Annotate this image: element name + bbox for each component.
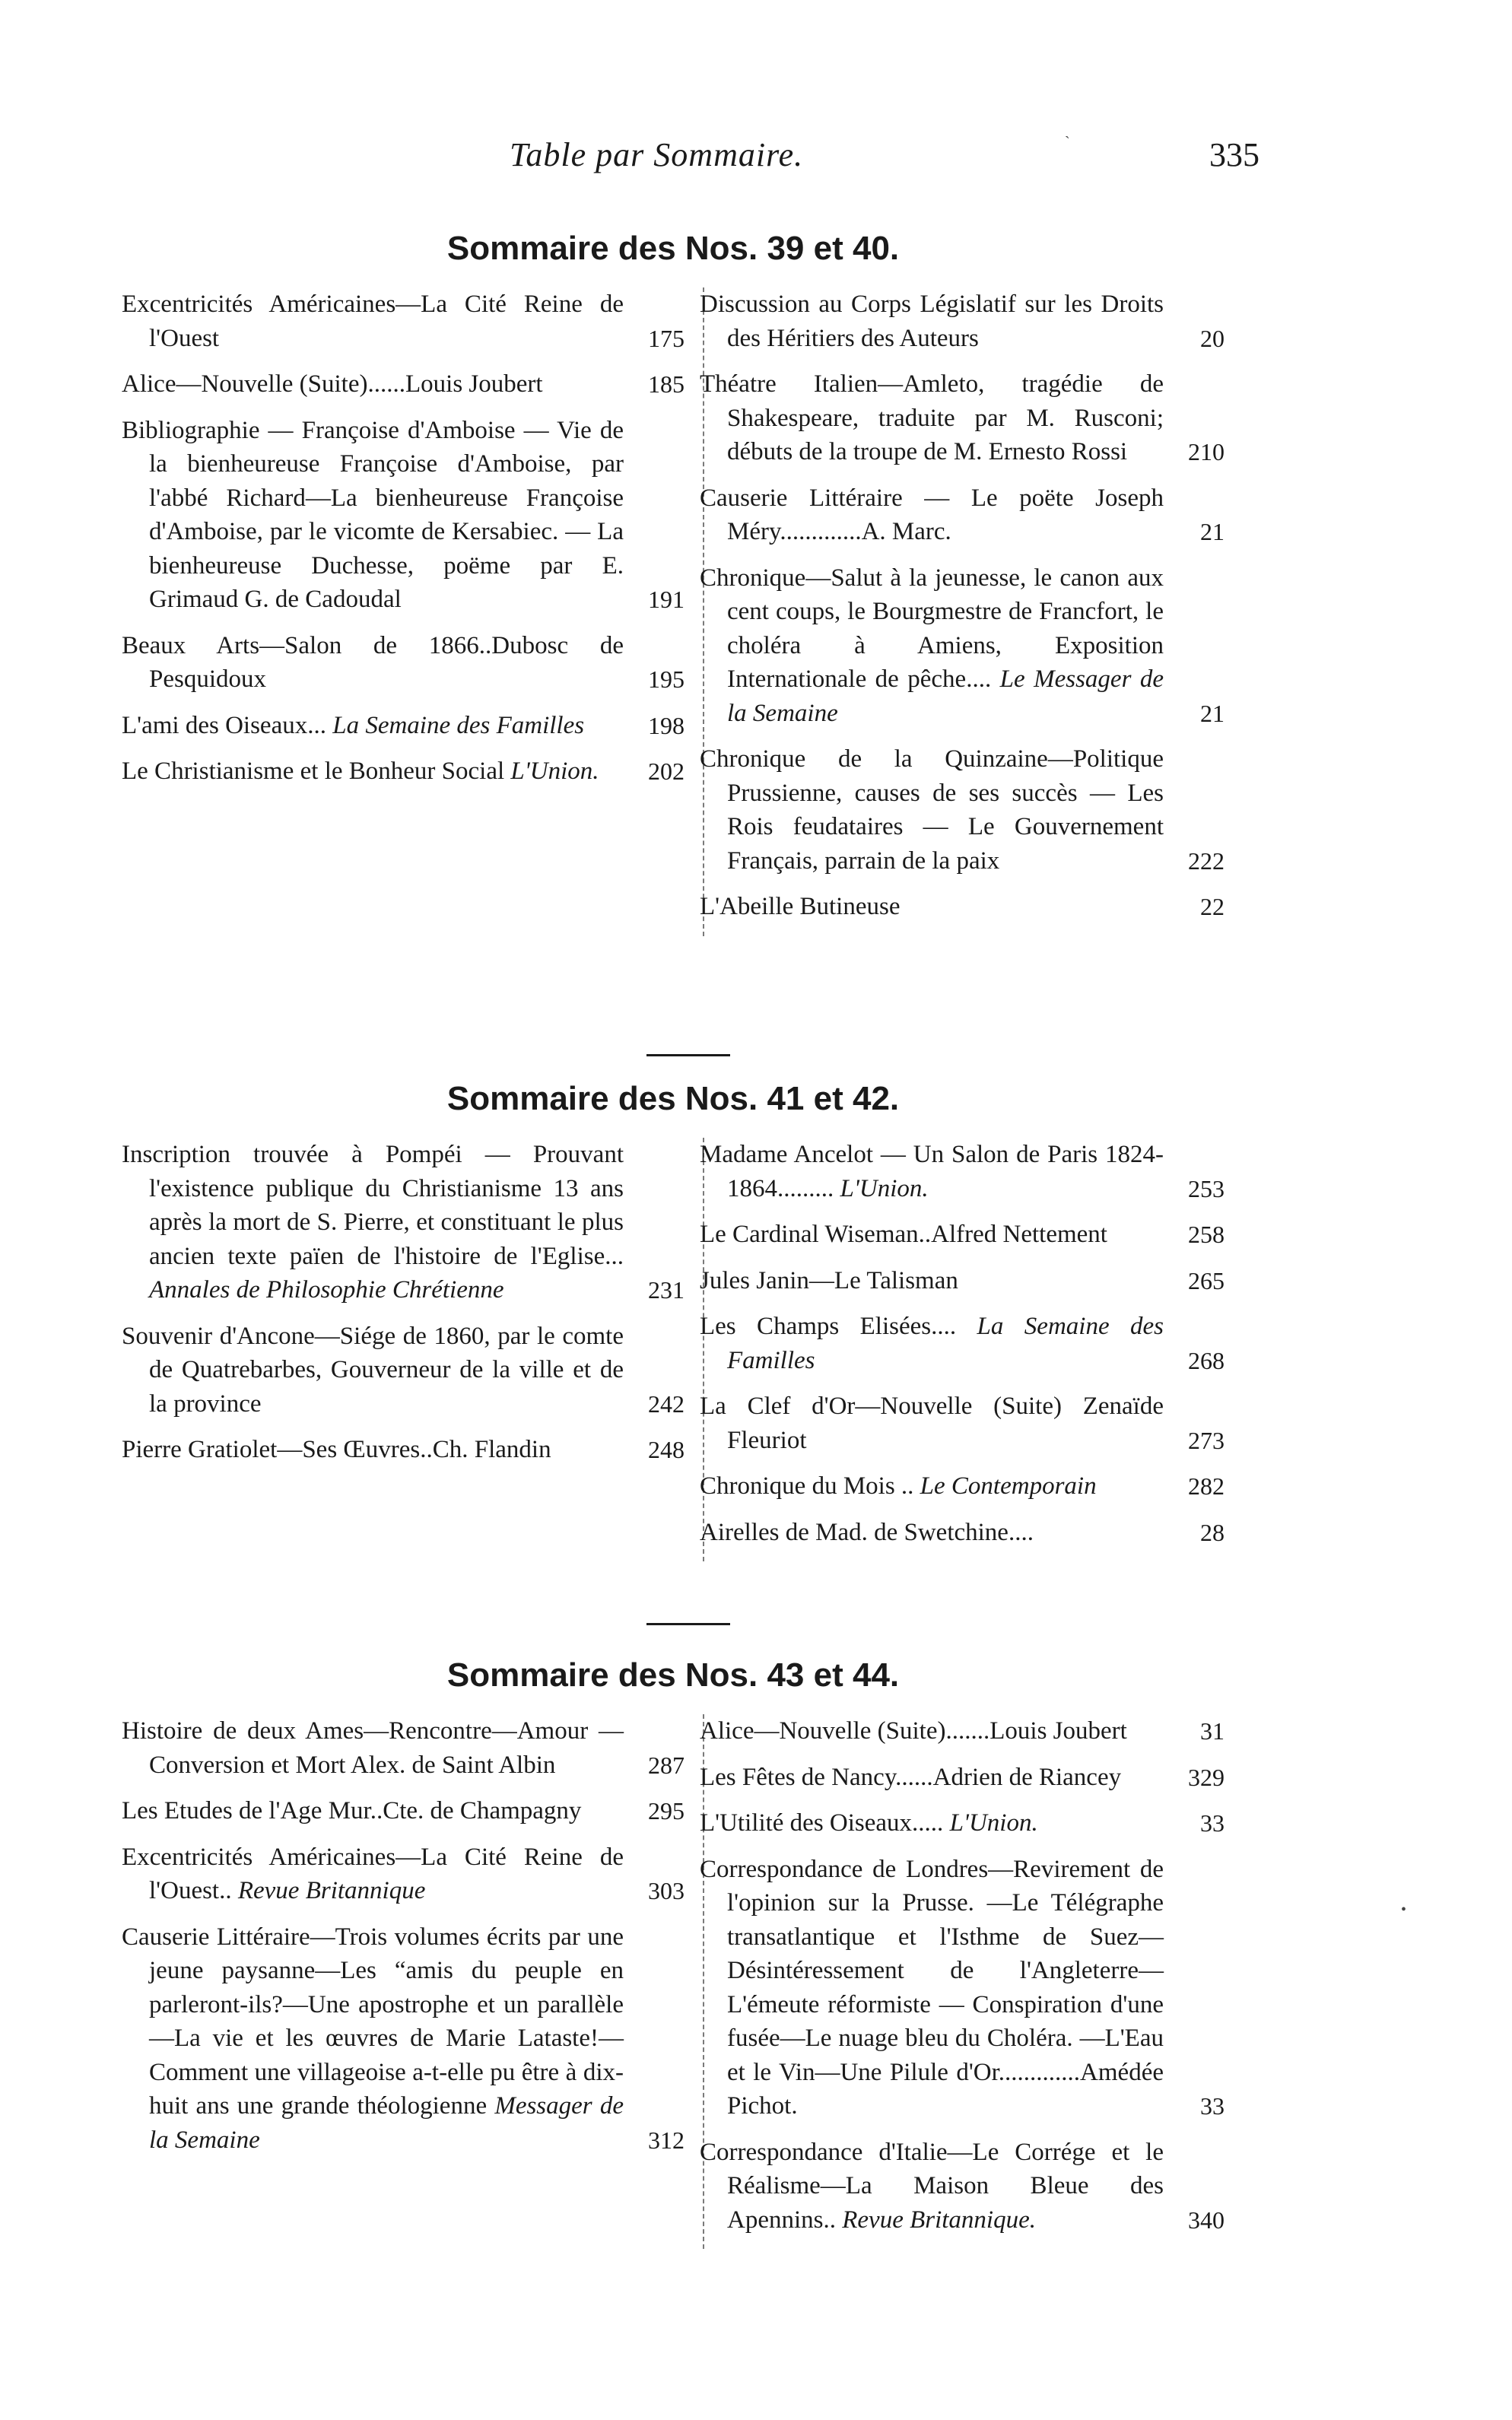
section-separator (646, 1623, 730, 1625)
toc-entry (122, 287, 685, 355)
entry-title: Bibliographie — Françoise d'Amboise — Vie de la bienheureuse Françoise d'Amboise, par l'abbé Richard—La bienheureuse Françoise d'Amboise, par le vicomte de Kersabiec. — La bienheureuse Duchesse, poëme par E. Grimaud G. de Cadoudal (122, 416, 624, 613)
entry-title: Les Champs Elisées.... (700, 1313, 957, 1340)
entry-title: Alice—Nouvelle (Suite)......Louis Joubert (122, 370, 543, 398)
entry-title: Excentricités Américaines—La Cité Reine de l'Ouest.. (122, 1843, 624, 1904)
toc-entry (122, 709, 685, 743)
entry-title: Le Christianisme et le Bonheur Social (122, 757, 505, 785)
toc-entry (122, 629, 685, 697)
toc-entry (700, 1389, 1225, 1457)
entry-source: Revue Britannique (237, 1877, 426, 1904)
entry-title: Correspondance de Londres—Revirement de l'opinion sur la Prusse. —Le Télégraphe transatlantique et l'Isthme de Suez—Désintéressement de l'Angleterre—L'émeute réformiste — Conspiration d'une fusée—Le nuage bleu du Choléra. —L'Eau et le Vin—Une Pilule d'Or.............Amédée Pichot. (700, 1855, 1164, 2120)
column-left (122, 1714, 685, 2249)
entry-title: La Clef d'Or—Nouvelle (Suite) Zenaïde Fleuriot (700, 1393, 1164, 1454)
section-heading: Sommaire des Nos. 43 et 44. (446, 1656, 900, 1694)
entry-title: Histoire de deux Ames—Rencontre—Amour — Conversion et Mort Alex. de Saint Albin (122, 1717, 624, 1779)
entry-page-number: 222 (1188, 846, 1225, 875)
entry-title: Causerie Littéraire—Trois volumes écrits par une jeune paysanne—Les “amis du peuple en parleront-ils?—Une apostrophe et un parallèle—La vie et les œuvres de Marie Lataste!— Comment une villageoise a-t-elle pu être à dix-huit ans une grande théologienne (122, 1923, 624, 2120)
page-number: 335 (1209, 136, 1259, 173)
section-heading: Sommaire des Nos. 39 et 40. (446, 230, 900, 267)
entry-title: Souvenir d'Ancone—Siége de 1860, par le comte de Quatrebarbes, Gouverneur de la ville et de la province (122, 1322, 624, 1418)
entry-page-number: 253 (1188, 1174, 1225, 1202)
toc-entry (122, 1138, 685, 1307)
entry-source: Messager de la Semaine (149, 2092, 624, 2154)
entry-page-number: 195 (648, 665, 685, 693)
entry-page-number: 185 (648, 370, 685, 398)
toc-entry (700, 481, 1225, 549)
toc-entry (700, 1853, 1225, 2123)
entry-page-number: 242 (648, 1389, 685, 1418)
toc-entry (700, 890, 1225, 924)
entry-source: Le Messager de la Semaine (727, 665, 1164, 727)
entry-title: Le Cardinal Wiseman..Alfred Nettement (700, 1221, 1107, 1248)
toc-entry (122, 754, 685, 789)
entry-page-number: 282 (1188, 1472, 1225, 1500)
entry-page-number: 21 (1200, 699, 1225, 727)
entry-source: La Semaine des Familles (332, 711, 585, 739)
entry-page-number: 175 (648, 324, 685, 352)
entry-page-number: 273 (1188, 1426, 1225, 1454)
toc-entry (700, 1469, 1225, 1504)
toc-entry (122, 1714, 685, 1782)
toc-entry (122, 1840, 685, 1908)
toc-entry (700, 2136, 1225, 2237)
section-separator (646, 1054, 730, 1056)
entry-page-number: 191 (648, 586, 685, 613)
column-right (700, 1138, 1225, 1561)
entry-title: Alice—Nouvelle (Suite).......Louis Joubert (700, 1717, 1127, 1745)
toc-entry (700, 1138, 1225, 1205)
entry-title: L'ami des Oiseaux... (122, 711, 326, 739)
entry-title: Pierre Gratiolet—Ses Œuvres..Ch. Flandin (122, 1436, 551, 1463)
section (122, 222, 1225, 936)
toc-entry (122, 1794, 685, 1828)
entry-title: Les Etudes de l'Age Mur..Cte. de Champagny (122, 1797, 582, 1825)
entry-title: Correspondance d'Italie—Le Corrége et le Réalisme—La Maison Bleue des Apennins.. (700, 2138, 1164, 2234)
entry-page-number: 329 (1188, 1763, 1225, 1791)
entry-source: L'Union. (510, 757, 599, 785)
entry-title: Excentricités Américaines—La Cité Reine de l'Ouest (122, 291, 624, 352)
entry-title: Madame Ancelot — Un Salon de Paris 1824-1864......... (700, 1141, 1164, 1202)
toc-entry (700, 1218, 1225, 1252)
two-column-list (122, 1714, 1225, 2249)
entry-page-number: 295 (648, 1797, 685, 1825)
entry-page-number: 28 (1200, 1518, 1225, 1546)
toc-entry (700, 287, 1225, 355)
entry-title: Causerie Littéraire — Le poëte Joseph Méry.............A. Marc. (700, 484, 1164, 545)
toc-entry (122, 1320, 685, 1421)
entry-title: Jules Janin—Le Talisman (700, 1266, 958, 1294)
entry-title: Chronique de la Quinzaine—Politique Prussienne, causes de ses succès — Les Rois feudataires — Le Gouvernement Français, parrain de la paix (700, 745, 1164, 875)
entry-title: Chronique—Salut à la jeunesse, le canon aux cent coups, le Bourgmestre de Francfort, le choléra à Amiens, Exposition Internationale de pêche.... (700, 564, 1164, 693)
entry-title: Airelles de Mad. de Swetchine.... (700, 1518, 1034, 1546)
running-title: Table par Sommaire. (510, 136, 804, 173)
section (122, 1649, 1225, 2249)
entry-title: Théatre Italien—Amleto, tragédie de Shakespeare, traduite par M. Rusconi; débuts de la troupe de M. Ernesto Rossi (700, 370, 1164, 465)
entry-page-number: 312 (648, 2126, 685, 2154)
toc-entry (700, 742, 1225, 878)
section-heading: Sommaire des Nos. 41 et 42. (446, 1080, 900, 1117)
entry-page-number: 340 (1188, 2206, 1225, 2234)
entry-page-number: 20 (1200, 324, 1225, 352)
entry-page-number: 248 (648, 1436, 685, 1463)
entry-page-number: 198 (648, 711, 685, 739)
column-left (122, 1138, 685, 1561)
entry-source: L'Union. (840, 1174, 929, 1202)
toc-entry (700, 1714, 1225, 1748)
entry-page-number: 31 (1200, 1717, 1225, 1745)
entry-title: Inscription trouvée à Pompéi — Prouvant l'existence publique du Christianisme 13 ans après la mort de S. Pierre, et constituant le plus ancien texte païen de l'histoire de l'Eglise... (122, 1141, 624, 1270)
toc-entry (122, 367, 685, 402)
toc-entry (700, 1310, 1225, 1377)
toc-entry (700, 1264, 1225, 1298)
entry-page-number: 22 (1200, 893, 1225, 920)
print-speck: • (1401, 1901, 1407, 1918)
toc-entry (122, 1433, 685, 1467)
entry-page-number: 258 (1188, 1221, 1225, 1248)
entry-page-number: 210 (1188, 438, 1225, 465)
entry-page-number: 33 (1200, 1809, 1225, 1837)
entry-source: L'Union. (949, 1809, 1038, 1837)
entry-page-number: 303 (648, 1877, 685, 1904)
entry-title: Les Fêtes de Nancy......Adrien de Riancey (700, 1763, 1122, 1791)
toc-entry (122, 1920, 685, 2158)
entry-title: Chronique du Mois .. (700, 1472, 914, 1500)
entry-title: Discussion au Corps Législatif sur les Droits des Héritiers des Auteurs (700, 291, 1164, 352)
entry-page-number: 268 (1188, 1346, 1225, 1374)
entry-title: L'Abeille Butineuse (700, 893, 901, 920)
entry-page-number: 287 (648, 1751, 685, 1779)
column-right (700, 1714, 1225, 2249)
column-right (700, 287, 1225, 936)
two-column-list (122, 287, 1225, 936)
entry-page-number: 33 (1200, 2092, 1225, 2120)
entry-source: Le Contemporain (920, 1472, 1097, 1500)
entry-page-number: 231 (648, 1276, 685, 1304)
toc-entry (700, 1761, 1225, 1795)
print-speck: ˋ (1065, 134, 1070, 151)
toc-entry (700, 1806, 1225, 1840)
entry-source: Annales de Philosophie Chrétienne (149, 1276, 504, 1304)
entry-page-number: 265 (1188, 1266, 1225, 1294)
entry-title: Beaux Arts—Salon de 1866..Dubosc de Pesquidoux (122, 631, 624, 693)
running-header (0, 129, 1512, 183)
entry-title: L'Utilité des Oiseaux..... (700, 1809, 944, 1837)
two-column-list (122, 1138, 1225, 1561)
column-left (122, 287, 685, 936)
toc-entry (122, 414, 685, 617)
toc-entry (700, 367, 1225, 469)
entry-source: La Semaine des Familles (727, 1313, 1164, 1374)
entry-page-number: 202 (648, 757, 685, 785)
entry-source: Revue Britannique. (842, 2206, 1037, 2234)
section (122, 1072, 1225, 1561)
toc-entry (700, 561, 1225, 731)
toc-entry (700, 1516, 1225, 1550)
entry-page-number: 21 (1200, 518, 1225, 545)
